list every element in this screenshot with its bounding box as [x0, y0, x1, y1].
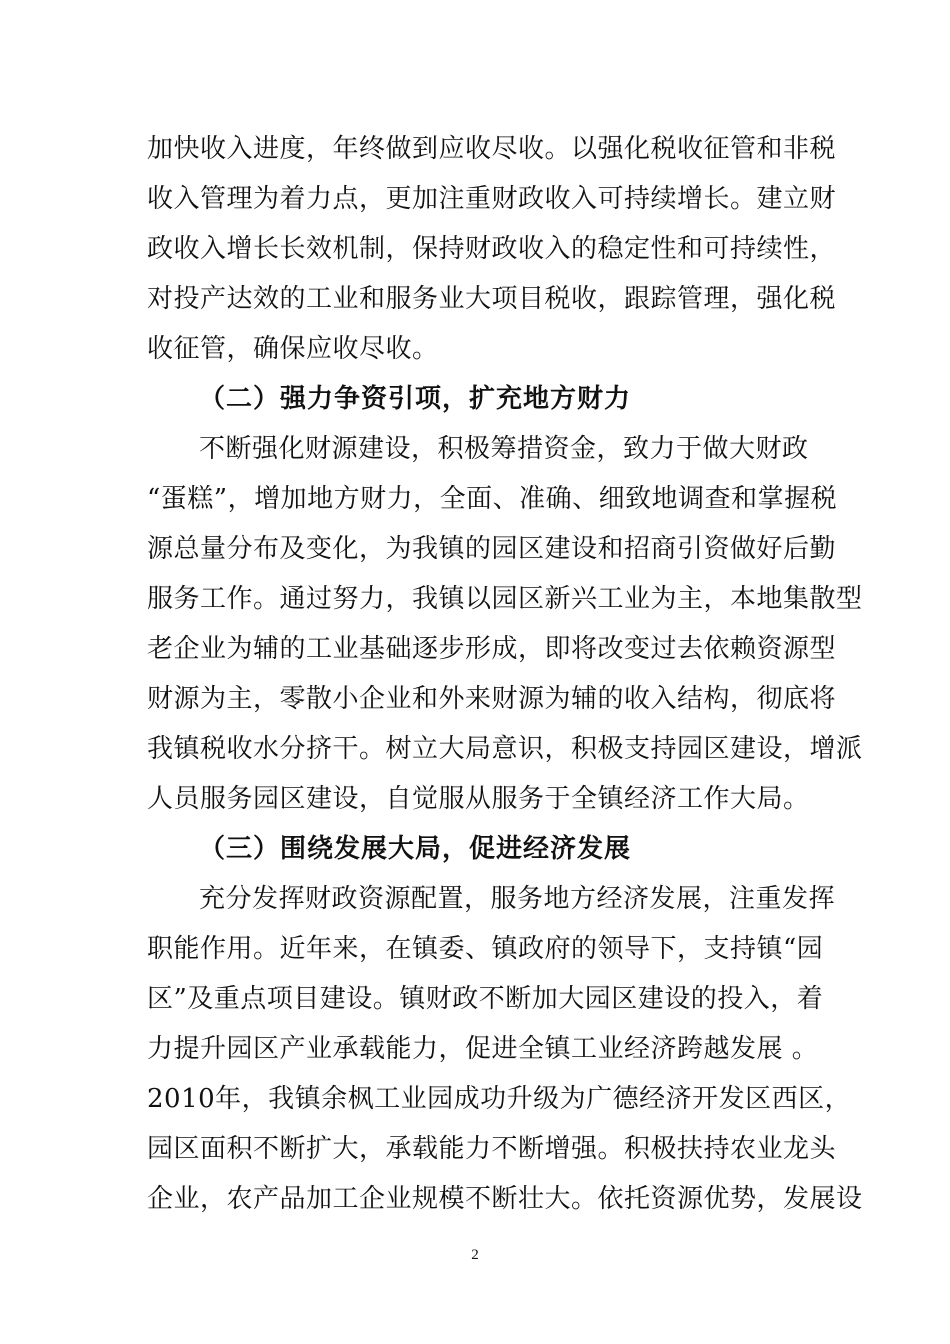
body-text-line: 老企业为辅的工业基础逐步形成，即将改变过去依赖资源型	[147, 634, 837, 664]
body-text-line: 园区面积不断扩大，承载能力不断增强。积极扶持农业龙头	[147, 1134, 837, 1164]
body-text-line: 企业，农产品加工企业规模不断壮大。依托资源优势，发展设	[147, 1184, 863, 1214]
body-text-line: “蛋糕”，增加地方财力，全面、准确、细致地调查和掌握税	[147, 484, 838, 514]
body-text-line: 收征管，确保应收尽收。	[147, 334, 439, 364]
body-text-line: 职能作用。近年来，在镇委、镇政府的领导下，支持镇“园	[147, 934, 824, 964]
body-text-line: 人员服务园区建设，自觉服从服务于全镇经济工作大局。	[147, 784, 810, 814]
body-text-line: 对投产达效的工业和服务业大项目税收，跟踪管理，强化税	[147, 284, 837, 314]
section-heading-2: （二）强力争资引项，扩充地方财力	[199, 384, 632, 414]
body-text-line: 加快收入进度，年终做到应收尽收。以强化税收征管和非税	[147, 134, 837, 164]
body-text-line: 服务工作。通过努力，我镇以园区新兴工业为主，本地集散型	[147, 584, 863, 614]
body-text-line: 收入管理为着力点，更加注重财政收入可持续增长。建立财	[147, 184, 837, 214]
body-text-line: 2010年，我镇余枫工业园成功升级为广德经济开发区西区，	[147, 1084, 852, 1114]
body-text-line: 区”及重点项目建设。镇财政不断加大园区建设的投入，着	[147, 984, 824, 1014]
section-heading-3: （三）围绕发展大局，促进经济发展	[199, 834, 632, 864]
body-text-line: 财源为主，零散小企业和外来财源为辅的收入结构，彻底将	[147, 684, 837, 714]
body-text-line: 力提升园区产业承载能力，促进全镇工业经济跨越发展 。	[147, 1034, 819, 1064]
body-text-line: 我镇税收水分挤干。树立大局意识，积极支持园区建设，增派	[147, 734, 863, 764]
body-text-line: 充分发挥财政资源配置，服务地方经济发展，注重发挥	[199, 884, 836, 914]
body-text-line: 不断强化财源建设，积极筹措资金，致力于做大财政	[199, 434, 809, 464]
page-number: 2	[471, 1247, 479, 1263]
body-text-line: 政收入增长长效机制，保持财政收入的稳定性和可持续性，	[147, 234, 837, 264]
body-text-line: 源总量分布及变化，为我镇的园区建设和招商引资做好后勤	[147, 534, 837, 564]
